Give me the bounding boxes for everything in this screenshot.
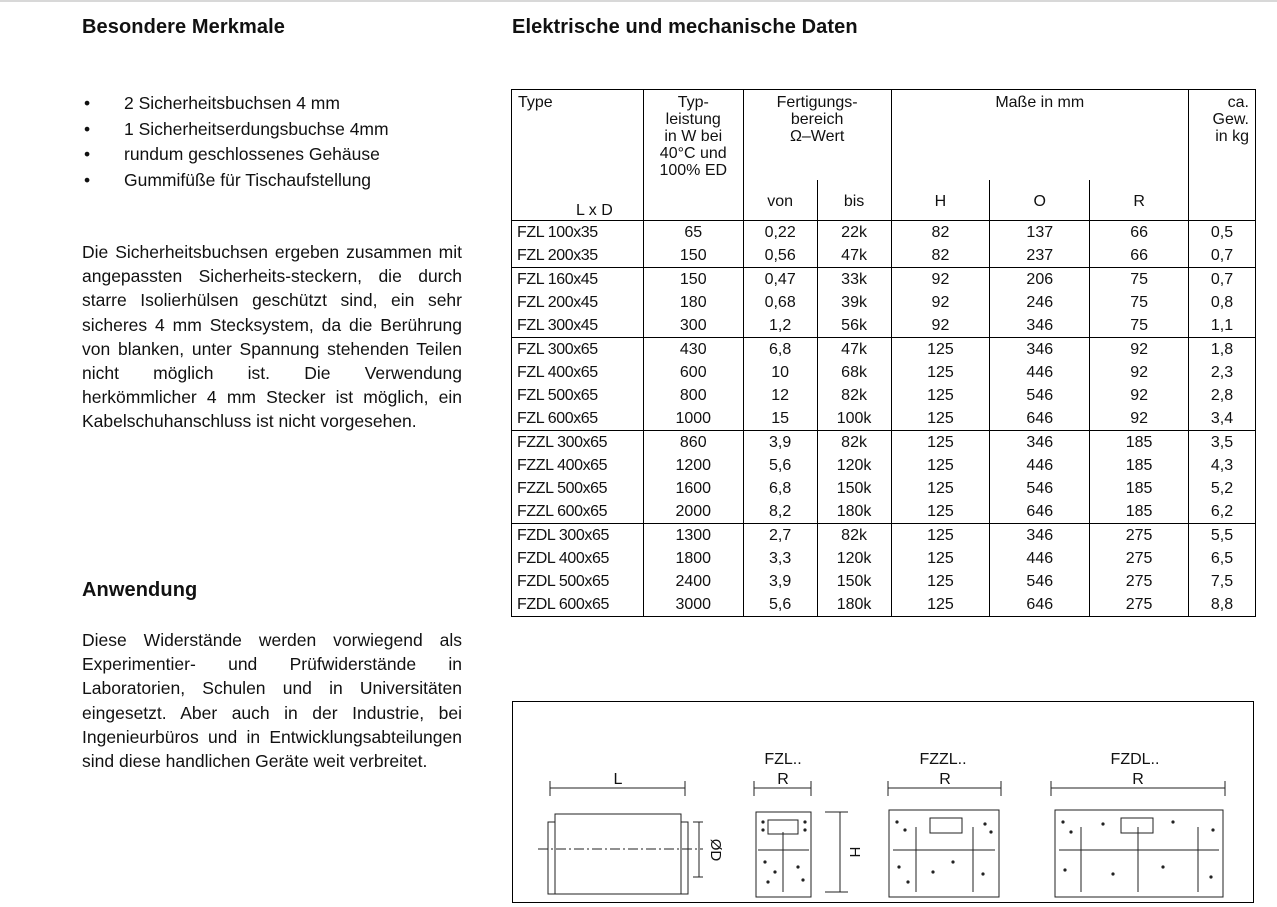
range-header-line: Fertigungs- — [776, 94, 858, 111]
row-from-cell: 8,2 — [743, 500, 817, 524]
row-from-cell: 0,68 — [743, 291, 817, 314]
row-o-cell: 346 — [990, 338, 1090, 362]
row-o-cell: 246 — [990, 291, 1090, 314]
table-row — [512, 314, 1256, 338]
row-h-cell: 82 — [891, 244, 990, 268]
row-r-cell: 275 — [1090, 547, 1189, 570]
power-header-line: 40°C und — [659, 145, 727, 162]
dimension-drawing — [512, 701, 1254, 903]
row-type-cell: FZL 200x35 — [512, 244, 644, 268]
row-power-cell: 65 — [643, 221, 743, 245]
table-row — [512, 268, 1256, 292]
dim-l-label: L — [613, 771, 623, 788]
row-type-cell: FZL 100x35 — [512, 221, 644, 245]
row-weight-cell: 0,5 — [1189, 221, 1256, 245]
row-to-cell: 39k — [817, 291, 891, 314]
row-o-cell: 206 — [990, 268, 1090, 292]
row-r-cell: 92 — [1090, 407, 1189, 431]
row-from-cell: 6,8 — [743, 338, 817, 362]
row-to-cell: 22k — [817, 221, 891, 245]
row-from-cell: 5,6 — [743, 593, 817, 617]
row-power-cell: 1200 — [643, 454, 743, 477]
table-row — [512, 570, 1256, 593]
feature-item: • Gummifüße für Tischaufstellung — [82, 168, 389, 194]
row-o-cell: 346 — [990, 314, 1090, 338]
table-row — [512, 361, 1256, 384]
range-header-line: Ω–Wert — [789, 128, 845, 145]
range-header-line: bereich — [790, 111, 844, 128]
fzdl-dim-r-label: R — [1132, 771, 1144, 788]
row-weight-cell: 1,1 — [1189, 314, 1256, 338]
row-h-cell: 125 — [891, 500, 990, 524]
row-to-cell: 120k — [817, 454, 891, 477]
fzl-dim-r-label: R — [777, 771, 789, 788]
row-to-cell: 56k — [817, 314, 891, 338]
row-power-cell: 600 — [643, 361, 743, 384]
row-from-cell: 3,9 — [743, 431, 817, 455]
row-from-cell: 3,3 — [743, 547, 817, 570]
row-r-cell: 92 — [1090, 384, 1189, 407]
row-o-cell: 546 — [990, 570, 1090, 593]
row-power-cell: 300 — [643, 314, 743, 338]
top-rule — [0, 0, 1277, 2]
table-row — [512, 593, 1256, 617]
type-header-label: Type — [518, 94, 553, 111]
row-h-cell: 92 — [891, 291, 990, 314]
row-to-cell: 180k — [817, 593, 891, 617]
power-header-line: leistung — [665, 111, 721, 128]
row-type-cell: FZL 200x45 — [512, 291, 644, 314]
row-to-cell: 33k — [817, 268, 891, 292]
row-to-cell: 82k — [817, 384, 891, 407]
row-h-cell: 125 — [891, 407, 990, 431]
row-from-cell: 3,9 — [743, 570, 817, 593]
row-power-cell: 1800 — [643, 547, 743, 570]
row-type-cell: FZZL 500x65 — [512, 477, 644, 500]
row-h-cell: 125 — [891, 454, 990, 477]
table-row — [512, 547, 1256, 570]
row-o-cell: 546 — [990, 384, 1090, 407]
row-o-cell: 446 — [990, 361, 1090, 384]
row-o-cell: 137 — [990, 221, 1090, 245]
row-type-cell: FZL 300x65 — [512, 338, 644, 362]
row-type-cell: FZL 300x45 — [512, 314, 644, 338]
row-to-cell: 100k — [817, 407, 891, 431]
h-header: H — [891, 180, 990, 221]
row-weight-cell: 3,4 — [1189, 407, 1256, 431]
table-row — [512, 384, 1256, 407]
dims-header — [891, 90, 1188, 181]
row-type-cell: FZDL 400x65 — [512, 547, 644, 570]
row-h-cell: 125 — [891, 431, 990, 455]
dim-h-label: H — [846, 846, 863, 858]
row-r-cell: 185 — [1090, 500, 1189, 524]
power-header-line: in W bei — [664, 128, 723, 145]
table-row — [512, 221, 1256, 245]
row-from-cell: 15 — [743, 407, 817, 431]
row-r-cell: 75 — [1090, 268, 1189, 292]
row-from-cell: 5,6 — [743, 454, 817, 477]
o-header: O — [990, 180, 1090, 221]
range-header — [743, 90, 891, 181]
row-from-cell: 0,22 — [743, 221, 817, 245]
row-to-cell: 47k — [817, 338, 891, 362]
row-power-cell: 2400 — [643, 570, 743, 593]
row-to-cell: 150k — [817, 477, 891, 500]
from-header: von — [743, 180, 817, 221]
row-from-cell: 1,2 — [743, 314, 817, 338]
row-h-cell: 125 — [891, 338, 990, 362]
row-power-cell: 800 — [643, 384, 743, 407]
row-power-cell: 150 — [643, 268, 743, 292]
feature-item: • 1 Sicherheitserdungsbuchse 4mm — [82, 117, 389, 143]
row-to-cell: 120k — [817, 547, 891, 570]
row-o-cell: 237 — [990, 244, 1090, 268]
table-row — [512, 500, 1256, 524]
row-weight-cell: 8,8 — [1189, 593, 1256, 617]
table-row — [512, 407, 1256, 431]
row-weight-cell: 7,5 — [1189, 570, 1256, 593]
row-to-cell: 180k — [817, 500, 891, 524]
row-r-cell: 185 — [1090, 431, 1189, 455]
r-header: R — [1090, 180, 1189, 221]
fzdl-label: FZDL.. — [1110, 751, 1160, 768]
row-h-cell: 125 — [891, 570, 990, 593]
weight-header-line: in kg — [1215, 128, 1249, 145]
lxd-header-label: L x D — [576, 202, 613, 219]
row-from-cell: 2,7 — [743, 524, 817, 548]
row-r-cell: 185 — [1090, 477, 1189, 500]
application-paragraph: Diese Widerstände werden vorwiegend als Experimentier- und Prüfwiderstände in Laboratorien, Schulen und in Universitäten eingesetzt. Aber auch in der Industrie, bei Ingenieurbüros und in Entwicklungsabteilungen sind diese handlichen Geräte weit verbreitet. — [82, 630, 462, 772]
row-power-cell: 2000 — [643, 500, 743, 524]
row-o-cell: 346 — [990, 524, 1090, 548]
row-power-cell: 3000 — [643, 593, 743, 617]
row-weight-cell: 5,5 — [1189, 524, 1256, 548]
row-power-cell: 860 — [643, 431, 743, 455]
row-r-cell: 275 — [1090, 570, 1189, 593]
row-r-cell: 75 — [1090, 291, 1189, 314]
data-heading: Elektrische und mechanische Daten — [512, 16, 858, 38]
row-type-cell: FZZL 300x65 — [512, 431, 644, 455]
features-paragraph: Die Sicherheitsbuchsen ergeben zusammen mit angepassten Sicherheits-steckern, die durch starre Isolierhülsen geschützt sind, ein sehr sicheres 4 mm Stecksystem, da die Berührung von blanken, unter Spannung stehenden Teilen nicht möglich ist. Die Verwendung herkömmlicher 4 mm Stecker ist möglich, ein Kabelschuhanschluss ist nicht vorgesehen. — [82, 242, 462, 432]
row-power-cell: 180 — [643, 291, 743, 314]
application-heading: Anwendung — [82, 579, 198, 601]
weight-header-line: ca. — [1227, 94, 1249, 111]
feature-item: • rundum geschlossenes Gehäuse — [82, 142, 389, 168]
row-r-cell: 92 — [1090, 361, 1189, 384]
row-weight-cell: 2,3 — [1189, 361, 1256, 384]
feature-list — [82, 91, 389, 194]
row-to-cell: 68k — [817, 361, 891, 384]
to-header: bis — [817, 180, 891, 221]
row-o-cell: 446 — [990, 454, 1090, 477]
row-h-cell: 92 — [891, 268, 990, 292]
row-r-cell: 275 — [1090, 593, 1189, 617]
row-o-cell: 646 — [990, 593, 1090, 617]
row-from-cell: 0,47 — [743, 268, 817, 292]
row-from-cell: 0,56 — [743, 244, 817, 268]
row-type-cell: FZL 160x45 — [512, 268, 644, 292]
row-type-cell: FZDL 300x65 — [512, 524, 644, 548]
power-header-line: Typ- — [677, 94, 709, 111]
row-weight-cell: 6,5 — [1189, 547, 1256, 570]
row-weight-cell: 6,2 — [1189, 500, 1256, 524]
weight-header — [1189, 90, 1256, 221]
row-o-cell: 646 — [990, 407, 1090, 431]
power-header — [643, 90, 743, 221]
row-power-cell: 1300 — [643, 524, 743, 548]
row-h-cell: 125 — [891, 524, 990, 548]
row-weight-cell: 3,5 — [1189, 431, 1256, 455]
row-power-cell: 150 — [643, 244, 743, 268]
row-r-cell: 75 — [1090, 314, 1189, 338]
row-r-cell: 66 — [1090, 221, 1189, 245]
row-power-cell: 1600 — [643, 477, 743, 500]
table-row — [512, 454, 1256, 477]
table-row — [512, 524, 1256, 548]
row-type-cell: FZDL 600x65 — [512, 593, 644, 617]
row-to-cell: 82k — [817, 431, 891, 455]
row-r-cell: 275 — [1090, 524, 1189, 548]
dims-header-label: Maße in mm — [995, 94, 1085, 111]
row-type-cell: FZDL 500x65 — [512, 570, 644, 593]
spec-table — [511, 89, 1256, 617]
features-heading: Besondere Merkmale — [82, 16, 286, 38]
row-o-cell: 546 — [990, 477, 1090, 500]
table-row — [512, 477, 1256, 500]
row-to-cell: 82k — [817, 524, 891, 548]
row-to-cell: 150k — [817, 570, 891, 593]
row-h-cell: 125 — [891, 477, 990, 500]
row-h-cell: 92 — [891, 314, 990, 338]
fzzl-dim-r-label: R — [939, 771, 951, 788]
row-weight-cell: 4,3 — [1189, 454, 1256, 477]
row-h-cell: 125 — [891, 361, 990, 384]
row-weight-cell: 2,8 — [1189, 384, 1256, 407]
row-type-cell: FZL 400x65 — [512, 361, 644, 384]
row-weight-cell: 0,8 — [1189, 291, 1256, 314]
row-from-cell: 6,8 — [743, 477, 817, 500]
row-o-cell: 646 — [990, 500, 1090, 524]
row-weight-cell: 5,2 — [1189, 477, 1256, 500]
row-type-cell: FZL 600x65 — [512, 407, 644, 431]
dimension-drawing-svg — [513, 702, 1253, 902]
spec-table-body — [512, 221, 1256, 617]
row-power-cell: 430 — [643, 338, 743, 362]
row-from-cell: 10 — [743, 361, 817, 384]
row-power-cell: 1000 — [643, 407, 743, 431]
dim-d-label: ØD — [707, 838, 724, 862]
type-header — [512, 90, 644, 221]
row-r-cell: 66 — [1090, 244, 1189, 268]
row-weight-cell: 0,7 — [1189, 244, 1256, 268]
row-o-cell: 446 — [990, 547, 1090, 570]
feature-item: • 2 Sicherheitsbuchsen 4 mm — [82, 91, 389, 117]
table-row — [512, 338, 1256, 362]
row-type-cell: FZZL 600x65 — [512, 500, 644, 524]
table-row — [512, 291, 1256, 314]
power-header-line: 100% ED — [659, 162, 728, 179]
fzzl-label: FZZL.. — [919, 751, 967, 768]
row-h-cell: 82 — [891, 221, 990, 245]
row-h-cell: 125 — [891, 547, 990, 570]
row-to-cell: 47k — [817, 244, 891, 268]
row-weight-cell: 1,8 — [1189, 338, 1256, 362]
row-r-cell: 185 — [1090, 454, 1189, 477]
fzl-label: FZL.. — [764, 751, 802, 768]
row-h-cell: 125 — [891, 593, 990, 617]
weight-header-line: Gew. — [1212, 111, 1249, 128]
table-row — [512, 431, 1256, 455]
row-from-cell: 12 — [743, 384, 817, 407]
row-weight-cell: 0,7 — [1189, 268, 1256, 292]
table-row — [512, 244, 1256, 268]
row-r-cell: 92 — [1090, 338, 1189, 362]
row-o-cell: 346 — [990, 431, 1090, 455]
row-h-cell: 125 — [891, 384, 990, 407]
row-type-cell: FZL 500x65 — [512, 384, 644, 407]
row-type-cell: FZZL 400x65 — [512, 454, 644, 477]
